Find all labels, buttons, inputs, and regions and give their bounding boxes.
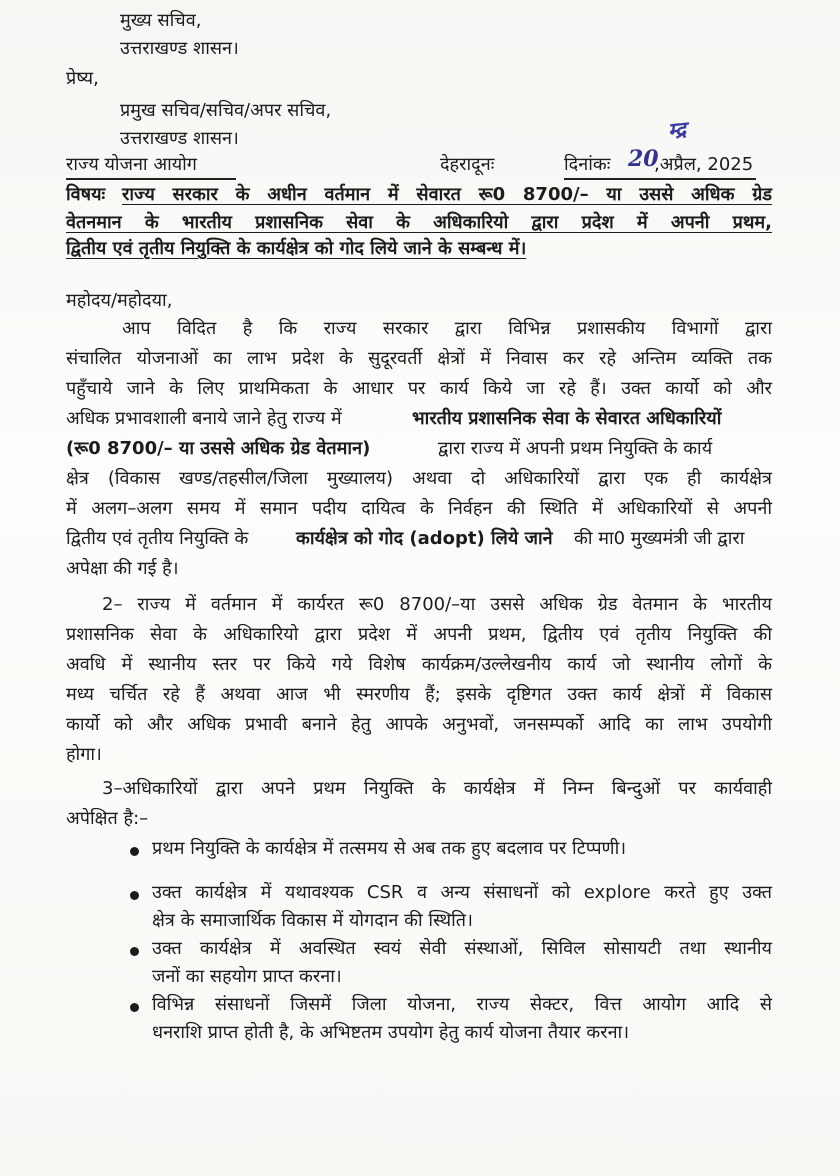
para2-line-5: कार्यो को और अधिक प्रभावी बनाने हेतु आपके अनुभवों, जनसम्पर्को आदि का लाभ उपयोगी [66, 714, 772, 735]
date-label: दिनांकः [564, 154, 611, 175]
para2-line-1: 2– राज्य में वर्तमान में कार्यरत रू0 8700/–या उससे अधिक ग्रेड वेतमान के भारतीय [102, 594, 772, 615]
para1-line-9: अपेक्षा की गई है। [66, 558, 179, 579]
to-title: प्रमुख सचिव/सचिव/अपर सचिव, [120, 100, 332, 121]
date-rest: ,अप्रैल, 2025 [654, 154, 754, 175]
para1-line-1: आप विदित है कि राज्य सरकार द्वारा विभिन्न प्रशासकीय विभागों द्वारा [122, 318, 772, 339]
para1-line-4a: अधिक प्रभावशाली बनाये जाने हेतु राज्य में [66, 408, 342, 429]
subject-line-2: वेतनमान के भारतीय प्रशासनिक सेवा के अधिकारियो द्वारा प्रदेश में अपनी प्रथम, [66, 212, 772, 233]
from-title: मुख्य सचिव, [120, 10, 202, 31]
bullet-icon [130, 1003, 139, 1012]
para2-line-6: होगा। [66, 744, 102, 765]
bullet-icon [130, 847, 139, 856]
para3-line-2: अपेक्षित है:– [66, 808, 149, 829]
margin-handwritten-mark: म्द्र [666, 116, 688, 143]
para3-line-1: 3–अधिकारियों द्वारा अपने प्रथम नियुक्ति के कार्यक्षेत्र में निम्न बिन्दुओं पर कार्यवाही [102, 778, 772, 799]
to-department: उत्तराखण्ड शासन। [120, 128, 239, 149]
commission-name: राज्य योजना आयोग [66, 154, 197, 175]
bullet-icon [130, 947, 139, 956]
para2-line-2: प्रशासनिक सेवा के अधिकारियो द्वारा प्रदेश में अपनी प्रथम, द्वितीय एवं तृतीय नियुक्ति की [66, 624, 772, 645]
para1-line-8c: की मा0 मुख्यमंत्री जी द्वारा [574, 528, 745, 549]
para1-line-8b: कार्यक्षेत्र को गोद (adopt) लिये जाने [296, 528, 553, 549]
bullet-2-line-2: क्षेत्र के समाजार्थिक विकास में योगदान की स्थिति। [152, 910, 473, 931]
bullet-3-line-2: जनों का सहयोग प्राप्त करना। [152, 966, 342, 987]
bullet-3-line-1: उक्त कार्यक्षेत्र में अवस्थित स्वयं सेवी संस्थाओं, सिविल सोसायटी तथा स्थानीय [152, 938, 772, 959]
para1-line-4b: भारतीय प्रशासनिक सेवा के सेवारत अधिकारियों [412, 408, 722, 429]
para2-line-4: मध्य चर्चित रहे हैं अथवा आज भी स्मरणीय हैं; इसके दृष्टिगत उक्त कार्य क्षेत्रों में विकास [66, 684, 772, 705]
date-handwritten: 20 [628, 146, 659, 172]
bullet-1-line-1: प्रथम नियुक्ति के कार्यक्षेत्र में तत्समय से अब तक हुए बदलाव पर टिप्पणी। [152, 838, 627, 859]
para1-line-2: संचालित योजनाओं का लाभ प्रदेश के सुदूरवर्ती क्षेत्रों में निवास कर रहे अन्तिम व्यक्ति तक [66, 348, 772, 369]
subject-line-1: राज्य सरकार के अधीन वर्तमान में सेवारत रू0 8700/– या उससे अधिक ग्रेड [122, 184, 772, 205]
subject-line-3: द्वितीय एवं तृतीय नियुक्ति के कार्यक्षेत्र को गोद लिये जाने के सम्बन्ध में। [66, 238, 527, 259]
commission-underline [66, 178, 236, 180]
para1-line-5a: (रू0 8700/– या उससे अधिक ग्रेड वेतमान) [66, 438, 371, 459]
bullet-4-line-2: धनराशि प्राप्त होती है, के अभिष्टतम उपयोग हेतु कार्य योजना तैयार करना। [152, 1022, 630, 1043]
sender-label: प्रेष्य, [66, 68, 99, 89]
subject-label: विषयः [66, 184, 106, 205]
para2-line-3: अवधि में स्थानीय स्तर पर किये गये विशेष कार्यक्रम/उल्लेखनीय कार्य जो स्थानीय लोगों के [66, 654, 772, 675]
para1-line-5b: द्वारा राज्य में अपनी प्रथम नियुक्ति के कार्य [438, 438, 713, 459]
para1-line-8a: द्वितीय एवं तृतीय नियुक्ति के [66, 528, 249, 549]
salutation: महोदय/महोदया, [66, 290, 173, 311]
from-department: उत्तराखण्ड शासन। [120, 38, 239, 59]
para1-line-6: क्षेत्र (विकास खण्ड/तहसील/जिला मुख्यालय) अथवा दो अधिकारियों द्वारा एक ही कार्यक्षेत्र [66, 468, 772, 489]
date-underline [564, 178, 756, 180]
bullet-icon [130, 891, 139, 900]
bullet-2-line-1: उक्त कार्यक्षेत्र में यथावश्यक CSR व अन्य संसाधनों को explore करते हुए उक्त [152, 882, 772, 903]
bullet-4-line-1: विभिन्न संसाधनों जिसमें जिला योजना, राज्य सेक्टर, वित्त आयोग आदि से [152, 994, 772, 1015]
place: देहरादूनः [440, 154, 495, 175]
para1-line-3: पहुँचाये जाने के लिए प्राथमिकता के आधार पर कार्य किये जा रहे हैं। उक्त कार्यो को और [66, 378, 772, 399]
para1-line-7: में अलग–अलग समय में समान पदीय दायित्व के निर्वहन की स्थिति में अधिकारियों से अपनी [66, 498, 772, 519]
